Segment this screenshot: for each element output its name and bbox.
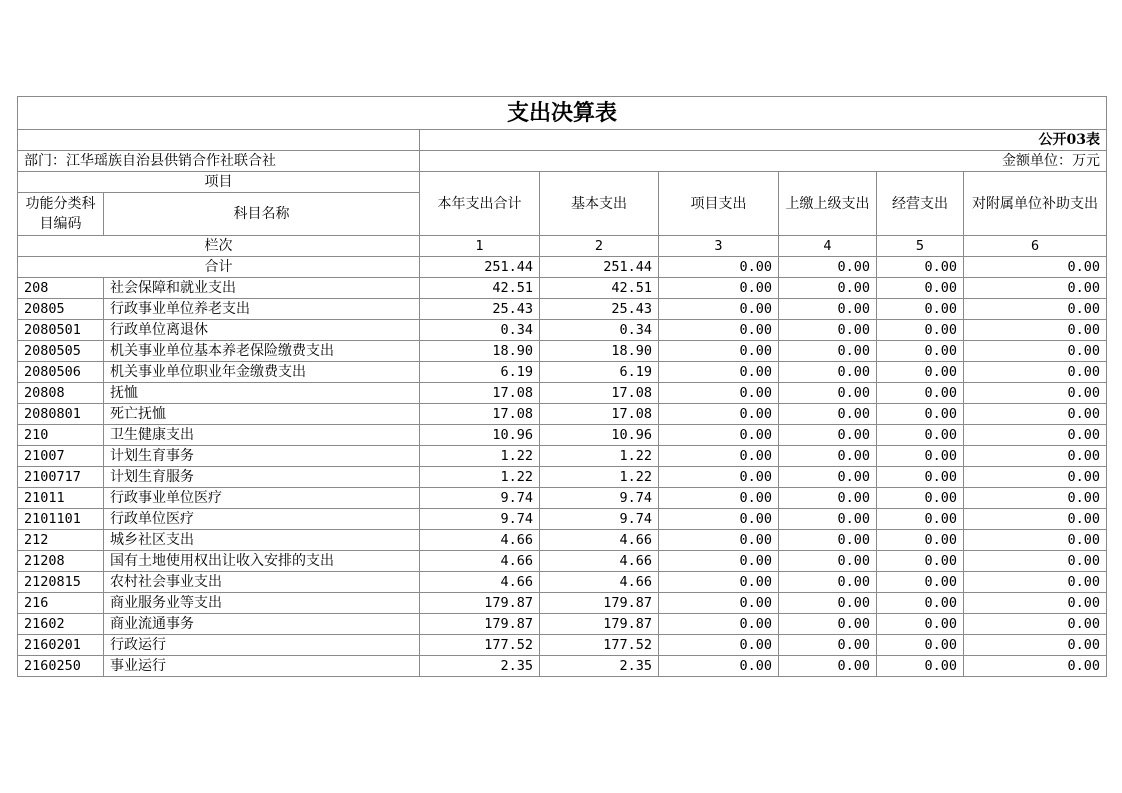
row-value-4: 0.00 xyxy=(779,425,877,446)
row-code: 21007 xyxy=(18,446,104,467)
row-name: 商业流通事务 xyxy=(104,614,420,635)
row-code: 2080505 xyxy=(18,341,104,362)
row-value-4: 0.00 xyxy=(779,467,877,488)
header-col5: 经营支出 xyxy=(877,172,964,236)
row-value-2: 177.52 xyxy=(540,635,659,656)
total-value-1: 251.44 xyxy=(420,257,540,278)
row-name: 行政单位医疗 xyxy=(104,509,420,530)
row-value-5: 0.00 xyxy=(877,593,964,614)
row-value-3: 0.00 xyxy=(659,320,779,341)
row-name: 行政单位离退休 xyxy=(104,320,420,341)
row-value-1: 9.74 xyxy=(420,509,540,530)
row-value-3: 0.00 xyxy=(659,656,779,677)
row-value-5: 0.00 xyxy=(877,299,964,320)
row-value-5: 0.00 xyxy=(877,635,964,656)
row-value-6: 0.00 xyxy=(964,656,1107,677)
row-value-5: 0.00 xyxy=(877,425,964,446)
row-value-6: 0.00 xyxy=(964,404,1107,425)
row-name: 商业服务业等支出 xyxy=(104,593,420,614)
page-title: 支出决算表 xyxy=(18,97,1107,130)
department-label: 部门：江华瑶族自治县供销合作社联合社 xyxy=(18,151,420,172)
row-name: 机关事业单位基本养老保险缴费支出 xyxy=(104,341,420,362)
row-name: 卫生健康支出 xyxy=(104,425,420,446)
header-col6: 对附属单位补助支出 xyxy=(964,172,1107,236)
row-value-6: 0.00 xyxy=(964,551,1107,572)
blank-cell xyxy=(18,130,420,151)
row-value-6: 0.00 xyxy=(964,383,1107,404)
row-code: 2080801 xyxy=(18,404,104,425)
row-code: 212 xyxy=(18,530,104,551)
total-value-4: 0.00 xyxy=(779,257,877,278)
expenditure-table xyxy=(17,96,1107,677)
row-value-2: 9.74 xyxy=(540,488,659,509)
row-name: 城乡社区支出 xyxy=(104,530,420,551)
row-value-2: 17.08 xyxy=(540,383,659,404)
row-value-1: 0.34 xyxy=(420,320,540,341)
row-value-1: 18.90 xyxy=(420,341,540,362)
table-row xyxy=(18,446,1107,467)
row-value-4: 0.00 xyxy=(779,509,877,530)
row-value-4: 0.00 xyxy=(779,278,877,299)
row-value-5: 0.00 xyxy=(877,488,964,509)
row-value-4: 0.00 xyxy=(779,614,877,635)
table-row xyxy=(18,572,1107,593)
row-value-3: 0.00 xyxy=(659,467,779,488)
column-index-5: 5 xyxy=(877,236,964,257)
header-col4: 上缴上级支出 xyxy=(779,172,877,236)
row-name: 计划生育事务 xyxy=(104,446,420,467)
row-value-1: 1.22 xyxy=(420,467,540,488)
row-value-3: 0.00 xyxy=(659,635,779,656)
row-value-1: 179.87 xyxy=(420,614,540,635)
total-value-5: 0.00 xyxy=(877,257,964,278)
row-value-6: 0.00 xyxy=(964,593,1107,614)
table-row xyxy=(18,551,1107,572)
row-value-4: 0.00 xyxy=(779,404,877,425)
row-value-2: 18.90 xyxy=(540,341,659,362)
row-value-3: 0.00 xyxy=(659,572,779,593)
row-name: 行政事业单位医疗 xyxy=(104,488,420,509)
row-value-2: 2.35 xyxy=(540,656,659,677)
row-name: 死亡抚恤 xyxy=(104,404,420,425)
table-row xyxy=(18,509,1107,530)
row-value-1: 4.66 xyxy=(420,572,540,593)
row-code: 20805 xyxy=(18,299,104,320)
row-value-3: 0.00 xyxy=(659,425,779,446)
row-value-1: 42.51 xyxy=(420,278,540,299)
table-row xyxy=(18,362,1107,383)
row-value-4: 0.00 xyxy=(779,383,877,404)
total-row xyxy=(18,257,1107,278)
row-value-1: 1.22 xyxy=(420,446,540,467)
row-code: 216 xyxy=(18,593,104,614)
table-row xyxy=(18,320,1107,341)
row-value-6: 0.00 xyxy=(964,467,1107,488)
row-value-6: 0.00 xyxy=(964,362,1107,383)
table-row xyxy=(18,467,1107,488)
row-value-3: 0.00 xyxy=(659,551,779,572)
header-col3: 项目支出 xyxy=(659,172,779,236)
row-value-2: 179.87 xyxy=(540,614,659,635)
table-row xyxy=(18,299,1107,320)
row-name: 行政运行 xyxy=(104,635,420,656)
row-value-4: 0.00 xyxy=(779,299,877,320)
row-code: 2100717 xyxy=(18,467,104,488)
row-value-2: 25.43 xyxy=(540,299,659,320)
row-value-1: 179.87 xyxy=(420,593,540,614)
row-value-3: 0.00 xyxy=(659,362,779,383)
column-index-label: 栏次 xyxy=(18,236,420,257)
row-value-2: 1.22 xyxy=(540,446,659,467)
column-index-1: 1 xyxy=(420,236,540,257)
row-value-5: 0.00 xyxy=(877,656,964,677)
row-value-5: 0.00 xyxy=(877,278,964,299)
table-row xyxy=(18,614,1107,635)
row-code: 21602 xyxy=(18,614,104,635)
column-index-6: 6 xyxy=(964,236,1107,257)
row-value-6: 0.00 xyxy=(964,572,1107,593)
row-value-6: 0.00 xyxy=(964,488,1107,509)
row-value-2: 9.74 xyxy=(540,509,659,530)
row-value-3: 0.00 xyxy=(659,614,779,635)
table-row xyxy=(18,404,1107,425)
row-value-3: 0.00 xyxy=(659,383,779,404)
row-code: 2160201 xyxy=(18,635,104,656)
row-value-6: 0.00 xyxy=(964,614,1107,635)
total-label: 合计 xyxy=(18,257,420,278)
row-value-3: 0.00 xyxy=(659,530,779,551)
header-col2: 基本支出 xyxy=(540,172,659,236)
row-value-4: 0.00 xyxy=(779,593,877,614)
row-value-6: 0.00 xyxy=(964,299,1107,320)
row-value-4: 0.00 xyxy=(779,551,877,572)
row-value-4: 0.00 xyxy=(779,635,877,656)
row-value-2: 6.19 xyxy=(540,362,659,383)
row-name: 机关事业单位职业年金缴费支出 xyxy=(104,362,420,383)
header-item-group: 项目 xyxy=(18,172,420,193)
column-index-4: 4 xyxy=(779,236,877,257)
row-value-1: 4.66 xyxy=(420,530,540,551)
row-value-3: 0.00 xyxy=(659,341,779,362)
row-value-2: 4.66 xyxy=(540,530,659,551)
row-value-6: 0.00 xyxy=(964,425,1107,446)
row-code: 21011 xyxy=(18,488,104,509)
row-value-6: 0.00 xyxy=(964,446,1107,467)
row-value-5: 0.00 xyxy=(877,320,964,341)
row-value-1: 2.35 xyxy=(420,656,540,677)
table-row xyxy=(18,656,1107,677)
row-code: 2120815 xyxy=(18,572,104,593)
row-value-4: 0.00 xyxy=(779,530,877,551)
row-value-1: 17.08 xyxy=(420,404,540,425)
row-value-4: 0.00 xyxy=(779,656,877,677)
row-name: 行政事业单位养老支出 xyxy=(104,299,420,320)
column-index-3: 3 xyxy=(659,236,779,257)
table-row xyxy=(18,593,1107,614)
row-value-3: 0.00 xyxy=(659,404,779,425)
row-value-5: 0.00 xyxy=(877,467,964,488)
row-value-5: 0.00 xyxy=(877,341,964,362)
row-name: 农村社会事业支出 xyxy=(104,572,420,593)
row-value-3: 0.00 xyxy=(659,593,779,614)
column-index-2: 2 xyxy=(540,236,659,257)
table-row xyxy=(18,635,1107,656)
row-value-6: 0.00 xyxy=(964,635,1107,656)
row-value-2: 0.34 xyxy=(540,320,659,341)
row-value-6: 0.00 xyxy=(964,320,1107,341)
header-col1: 本年支出合计 xyxy=(420,172,540,236)
row-value-2: 1.22 xyxy=(540,467,659,488)
row-value-3: 0.00 xyxy=(659,488,779,509)
row-name: 社会保障和就业支出 xyxy=(104,278,420,299)
row-name: 抚恤 xyxy=(104,383,420,404)
total-value-6: 0.00 xyxy=(964,257,1107,278)
row-value-5: 0.00 xyxy=(877,551,964,572)
row-name: 计划生育服务 xyxy=(104,467,420,488)
row-code: 208 xyxy=(18,278,104,299)
row-code: 20808 xyxy=(18,383,104,404)
row-value-5: 0.00 xyxy=(877,509,964,530)
row-code: 2080501 xyxy=(18,320,104,341)
row-value-2: 4.66 xyxy=(540,572,659,593)
row-value-4: 0.00 xyxy=(779,320,877,341)
row-value-5: 0.00 xyxy=(877,572,964,593)
row-name: 国有土地使用权出让收入安排的支出 xyxy=(104,551,420,572)
row-value-2: 179.87 xyxy=(540,593,659,614)
row-value-4: 0.00 xyxy=(779,446,877,467)
row-value-5: 0.00 xyxy=(877,404,964,425)
row-value-2: 42.51 xyxy=(540,278,659,299)
total-value-3: 0.00 xyxy=(659,257,779,278)
row-value-3: 0.00 xyxy=(659,446,779,467)
row-value-5: 0.00 xyxy=(877,614,964,635)
row-value-5: 0.00 xyxy=(877,362,964,383)
row-value-5: 0.00 xyxy=(877,446,964,467)
table-row xyxy=(18,425,1107,446)
header-name: 科目名称 xyxy=(104,193,420,236)
row-value-1: 10.96 xyxy=(420,425,540,446)
row-value-1: 17.08 xyxy=(420,383,540,404)
row-code: 2160250 xyxy=(18,656,104,677)
row-value-4: 0.00 xyxy=(779,362,877,383)
row-value-1: 177.52 xyxy=(420,635,540,656)
total-value-2: 251.44 xyxy=(540,257,659,278)
row-value-5: 0.00 xyxy=(877,383,964,404)
row-value-1: 25.43 xyxy=(420,299,540,320)
row-value-5: 0.00 xyxy=(877,530,964,551)
row-name: 事业运行 xyxy=(104,656,420,677)
header-code: 功能分类科目编码 xyxy=(18,193,104,236)
row-value-2: 17.08 xyxy=(540,404,659,425)
row-value-3: 0.00 xyxy=(659,509,779,530)
row-value-1: 6.19 xyxy=(420,362,540,383)
table-row xyxy=(18,341,1107,362)
row-value-6: 0.00 xyxy=(964,509,1107,530)
row-code: 2080506 xyxy=(18,362,104,383)
row-code: 210 xyxy=(18,425,104,446)
table-row xyxy=(18,488,1107,509)
table-row xyxy=(18,383,1107,404)
row-value-6: 0.00 xyxy=(964,278,1107,299)
row-value-3: 0.00 xyxy=(659,278,779,299)
row-value-1: 4.66 xyxy=(420,551,540,572)
table-row xyxy=(18,530,1107,551)
row-value-4: 0.00 xyxy=(779,341,877,362)
form-code: 公开03表 xyxy=(420,130,1107,151)
row-value-6: 0.00 xyxy=(964,530,1107,551)
row-value-1: 9.74 xyxy=(420,488,540,509)
row-value-2: 10.96 xyxy=(540,425,659,446)
row-value-6: 0.00 xyxy=(964,341,1107,362)
row-value-3: 0.00 xyxy=(659,299,779,320)
unit-label: 金额单位：万元 xyxy=(420,151,1107,172)
row-code: 21208 xyxy=(18,551,104,572)
row-code: 2101101 xyxy=(18,509,104,530)
table-row xyxy=(18,278,1107,299)
row-value-4: 0.00 xyxy=(779,572,877,593)
row-value-2: 4.66 xyxy=(540,551,659,572)
row-value-4: 0.00 xyxy=(779,488,877,509)
